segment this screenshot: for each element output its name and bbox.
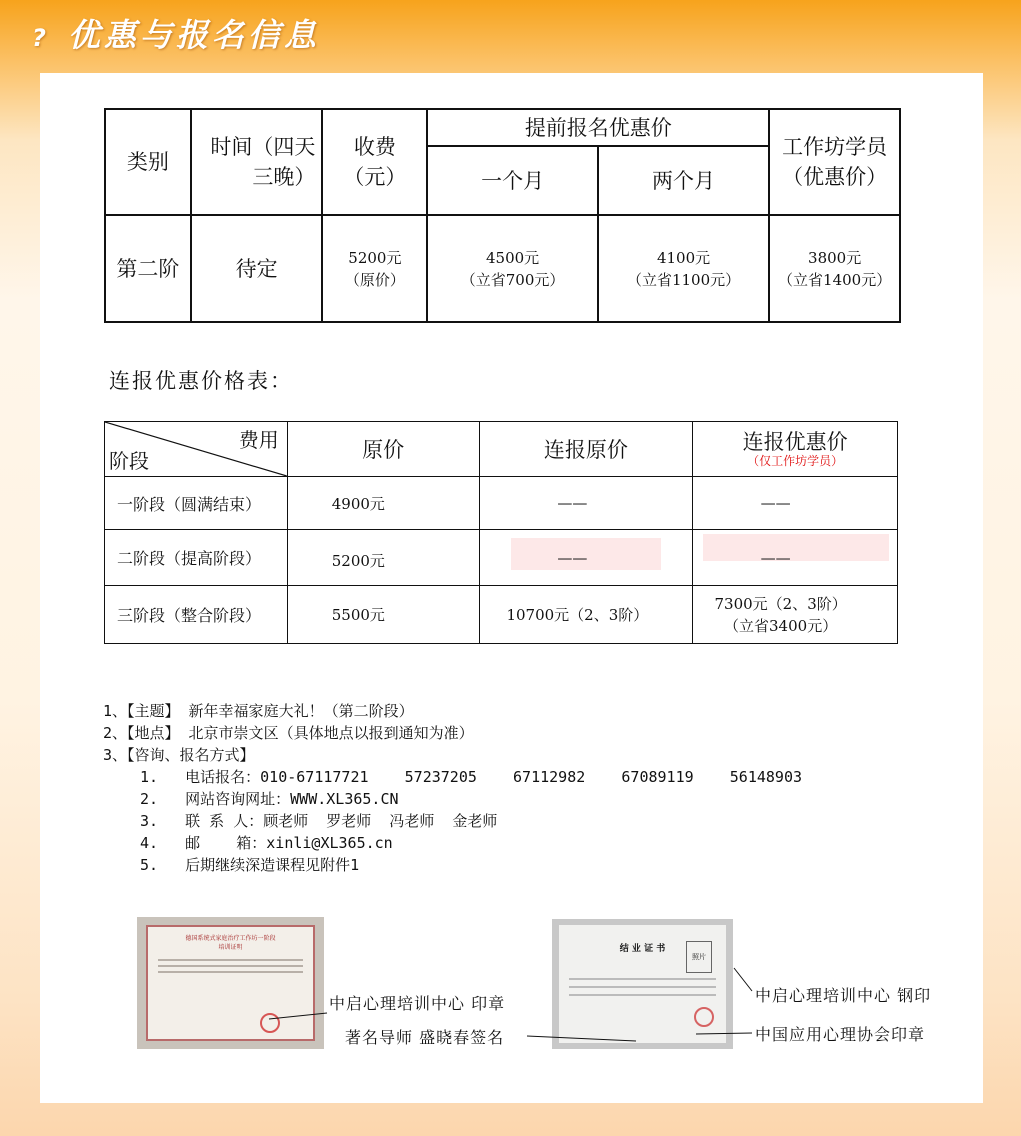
header-early-signup: 提前报名优惠价 — [427, 109, 769, 146]
table-row — [105, 477, 898, 530]
two-months-note: （立省1100元） — [626, 270, 741, 289]
text-line — [158, 965, 303, 967]
discount-note: （立省3400元） — [724, 616, 838, 635]
diagonal-header — [105, 422, 288, 477]
workshop-note: （立省1400元） — [778, 270, 892, 289]
combo-discount-note: （仅工作坊学员） — [747, 454, 844, 468]
seal-icon — [694, 1007, 714, 1027]
cell-one-month — [427, 215, 597, 322]
combo-pricing-table — [104, 421, 898, 644]
stage-cell: 一阶段（圆满结束） — [105, 477, 288, 530]
original-cell: 4900元 — [287, 477, 479, 530]
cell-time: 待定 — [191, 215, 323, 322]
cell-fee — [322, 215, 427, 322]
combo-discount-label: 连报优惠价 — [742, 430, 848, 454]
certificate-left-title: 德国系统式家庭治疗工作坊一阶段 — [185, 935, 276, 942]
diag-label-fee: 费用 — [238, 428, 279, 452]
question-icon: ? — [32, 24, 50, 52]
info-email: 4. 邮 箱：xinli@XL365.cn — [140, 834, 393, 852]
certificate-right-frame — [559, 925, 726, 1043]
discount-cell — [693, 586, 898, 644]
fee-value: 5200元 — [348, 248, 402, 267]
fee-note: （原价） — [344, 270, 405, 289]
certificate-left — [137, 917, 324, 1049]
combo-table-title: 连报优惠价格表： — [109, 369, 293, 393]
two-months-value: 4100元 — [656, 248, 711, 267]
diag-label-stage: 阶段 — [109, 449, 149, 473]
text-line — [569, 994, 716, 996]
original-cell: 5500元 — [287, 586, 479, 644]
cell-category: 第二阶 — [105, 215, 191, 322]
section-title: 优惠与报名信息 — [67, 16, 320, 54]
info-contacts: 3. 联 系 人：顾老师 罗老师 冯老师 金老师 — [140, 812, 498, 830]
header-category: 类别 — [105, 109, 191, 215]
discount-value: 7300元（2、3阶） — [714, 594, 847, 613]
combo-cell: 10700元（2、3阶） — [479, 586, 693, 644]
original-cell: 5200元 — [287, 530, 479, 586]
table-row — [105, 530, 898, 586]
workshop-value: 3800元 — [808, 248, 862, 267]
header-one-month: 一个月 — [427, 146, 597, 215]
combo-cell: —— — [479, 477, 693, 530]
certificate-left-subtitle: 培训证明 — [218, 944, 243, 951]
info-theme: 1、【主题】 新年幸福家庭大礼！（第二阶段） — [103, 702, 414, 720]
discount-cell: —— — [693, 477, 898, 530]
table-row — [105, 586, 898, 644]
section-header — [32, 12, 320, 58]
discount-cell: —— — [693, 530, 898, 586]
header-combo-discount — [693, 422, 898, 477]
certificate-left-frame — [146, 925, 315, 1041]
info-list — [103, 700, 802, 876]
info-website: 2. 网站咨询网址：WWW.XL365.CN — [140, 790, 399, 808]
one-month-value: 4500元 — [486, 248, 540, 267]
pricing-table — [104, 108, 901, 323]
label-signature: 著名导师 盛晓春签名 — [345, 1028, 505, 1047]
label-association-seal: 中国应用心理协会印章 — [755, 1025, 926, 1044]
seal-icon — [260, 1013, 280, 1033]
info-followup: 5. 后期继续深造课程见附件1 — [140, 856, 360, 874]
certificate-photo-box: 照片 — [686, 941, 712, 973]
cell-two-months — [598, 215, 769, 322]
header-time: 时间（四天三晚） — [191, 109, 323, 215]
stage-cell: 三阶段（整合阶段） — [105, 586, 288, 644]
one-month-note: （立省700元） — [460, 270, 565, 289]
label-steel-seal: 中启心理培训中心 钢印 — [755, 986, 932, 1005]
text-line — [158, 971, 303, 973]
header-fee: 收费（元） — [322, 109, 427, 215]
certificate-right — [552, 919, 733, 1049]
certificate-right-title: 结 业 证 书 — [619, 944, 666, 954]
header-original: 原价 — [287, 422, 479, 477]
label-seal: 中启心理培训中心 印章 — [329, 994, 506, 1013]
text-line — [569, 986, 716, 988]
combo-cell: —— — [479, 530, 693, 586]
cell-workshop — [769, 215, 900, 322]
header-two-months: 两个月 — [598, 146, 769, 215]
text-line — [158, 959, 303, 961]
info-location: 2、【地点】 北京市崇文区（具体地点以报到通知为准） — [103, 724, 474, 742]
stage-cell: 二阶段（提高阶段） — [105, 530, 288, 586]
header-workshop: 工作坊学员（优惠价） — [769, 109, 900, 215]
text-line — [569, 978, 716, 980]
header-combo: 连报原价 — [479, 422, 693, 477]
info-phone: 1. 电话报名：010-67117721 57237205 67112982 67089119 56148903 — [140, 768, 803, 786]
info-contact-heading: 3、【咨询、报名方式】 — [103, 746, 255, 764]
